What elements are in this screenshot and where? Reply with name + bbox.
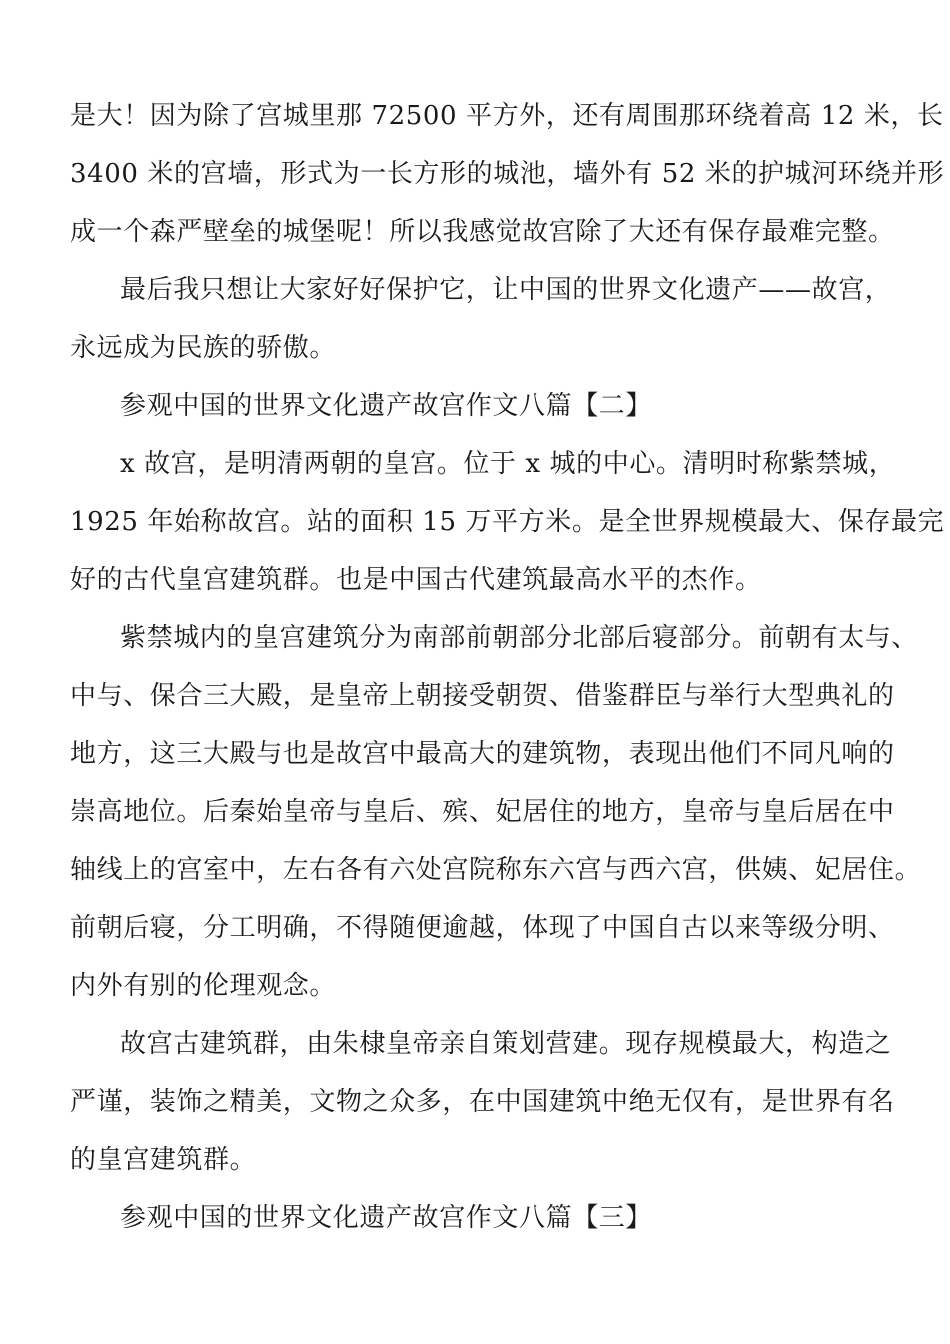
body-text-line: 中与、保合三大殿，是皇帝上朝接受朝贺、借鉴群臣与举行大型典礼的 <box>70 681 895 711</box>
body-text-line: 最后我只想让大家好好保护它，让中国的世界文化遗产——故宫， <box>120 275 892 305</box>
body-text-line: 轴线上的宫室中，左右各有六处宫院称东六宫与西六宫，供姨、妃居住。 <box>70 855 922 885</box>
body-text-line: 1925 年始称故宫。站的面积 15 万平方米。是全世界规模最大、保存最完 <box>70 507 945 537</box>
body-text-line: 紫禁城内的皇宫建筑分为南部前朝部分北部后寝部分。前朝有太与、 <box>120 623 919 653</box>
body-text-line: 前朝后寝，分工明确，不得随便逾越，体现了中国自古以来等级分明、 <box>70 913 895 943</box>
body-text-line: 内外有别的伦理观念。 <box>70 971 337 1001</box>
body-text-line: 成一个森严壁垒的城堡呢！所以我感觉故宫除了大还有保存最难完整。 <box>70 217 895 247</box>
body-text-line: 的皇宫建筑群。 <box>70 1145 257 1175</box>
body-text-line: 故宫古建筑群，由朱棣皇帝亲自策划营建。现存规模最大，构造之 <box>120 1029 892 1059</box>
body-text-line: 3400 米的宫墙，形式为一长方形的城池，墙外有 52 米的护城河环绕并形 <box>70 159 945 189</box>
body-text-line: 永远成为民族的骄傲。 <box>70 333 337 363</box>
section-heading: 参观中国的世界文化遗产故宫作文八篇【二】 <box>120 391 653 421</box>
body-text-line: 严谨，装饰之精美，文物之众多，在中国建筑中绝无仅有，是世界有名 <box>70 1087 895 1117</box>
body-text-line: 好的古代皇宫建筑群。也是中国古代建筑最高水平的杰作。 <box>70 565 762 595</box>
section-heading: 参观中国的世界文化遗产故宫作文八篇【三】 <box>120 1203 653 1233</box>
body-text-line: 是大！因为除了宫城里那 72500 平方外，还有周围那环绕着高 12 米，长 <box>70 101 944 131</box>
body-text-line: 地方，这三大殿与也是故宫中最高大的建筑物，表现出他们不同凡响的 <box>70 739 895 769</box>
body-text-line: 崇高地位。后秦始皇帝与皇后、殡、妃居住的地方，皇帝与皇后居在中 <box>70 797 895 827</box>
body-text-line: x 故宫，是明清两朝的皇宫。位于 x 城的中心。清明时称紫禁城， <box>120 449 896 479</box>
